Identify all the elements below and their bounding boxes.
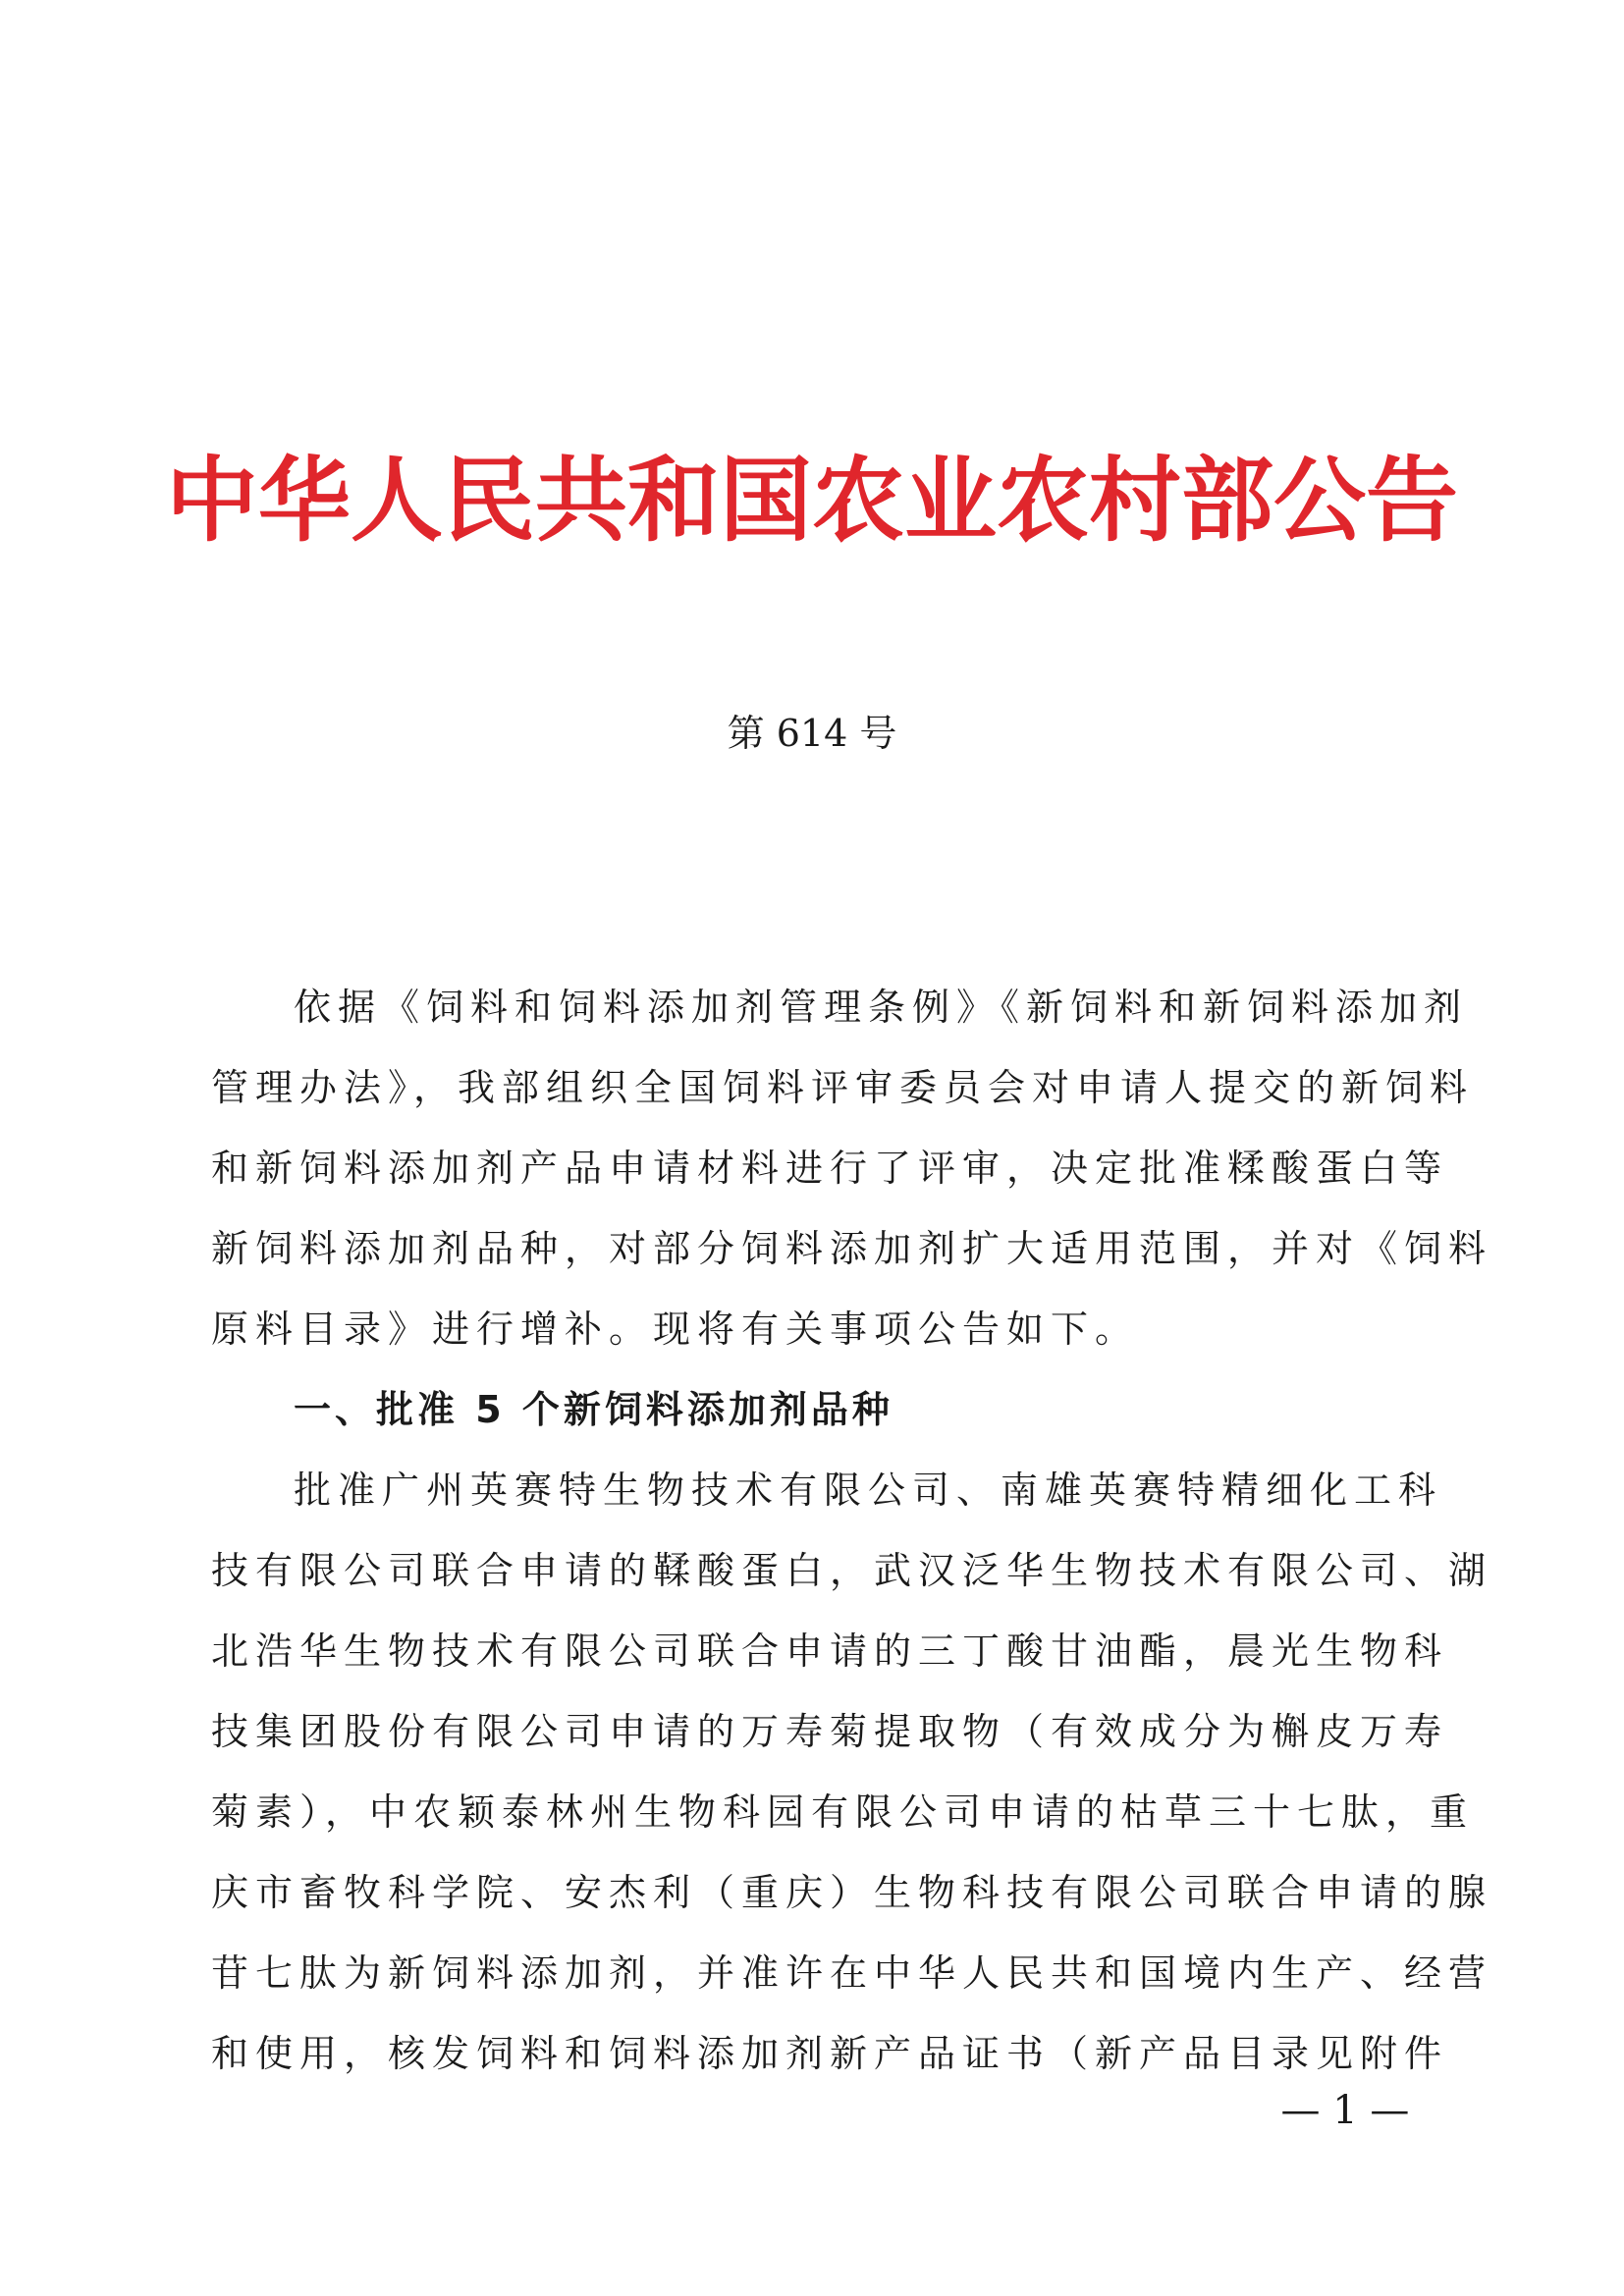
- paragraph-line: 原料目录》进行增补。现将有关事项公告如下。: [211, 1308, 1140, 1351]
- paragraph-line: 批准广州英赛特生物技术有限公司、南雄英赛特精细化工科: [294, 1468, 1443, 1512]
- paragraph-line: 北浩华生物技术有限公司联合申请的三丁酸甘油酯，晨光生物科: [211, 1629, 1449, 1673]
- paragraph-line: 新饲料添加剂品种，对部分饲料添加剂扩大适用范围，并对《饲料: [211, 1227, 1493, 1270]
- paragraph-line: 技集团股份有限公司申请的万寿菊提取物（有效成分为槲皮万寿: [211, 1710, 1449, 1753]
- announcement-number: 第 614 号: [727, 712, 897, 755]
- paragraph-line: 庆市畜牧科学院、安杰利（重庆）生物科技有限公司联合申请的腺: [211, 1871, 1493, 1914]
- paragraph-line: 依据《饲料和饲料添加剂管理条例》《新饲料和新饲料添加剂: [294, 986, 1469, 1029]
- paragraph-line: 菊素），中农颖泰林州生物科园有限公司申请的枯草三十七肽，重: [211, 1790, 1475, 1834]
- paragraph-line: 和使用，核发饲料和饲料添加剂新产品证书（新产品目录见附件: [211, 2032, 1449, 2075]
- page-number: — 1 —: [1280, 2088, 1410, 2133]
- paragraph-line: 苷七肽为新饲料添加剂，并准许在中华人民共和国境内生产、经营: [211, 1951, 1493, 1995]
- document-body: [211, 967, 1493, 2094]
- section-heading: 一、批准 5 个新饲料添加剂品种: [294, 1388, 893, 1431]
- paragraph-line: 技有限公司联合申请的鞣酸蛋白，武汉泛华生物技术有限公司、湖: [211, 1549, 1493, 1592]
- document-title: 中华人民共和国农业农村部公告: [165, 447, 1458, 555]
- paragraph-line: 管理办法》，我部组织全国饲料评审委员会对申请人提交的新饲料: [211, 1066, 1475, 1109]
- paragraph-line: 和新饲料添加剂产品申请材料进行了评审，决定批准糅酸蛋白等: [211, 1147, 1449, 1190]
